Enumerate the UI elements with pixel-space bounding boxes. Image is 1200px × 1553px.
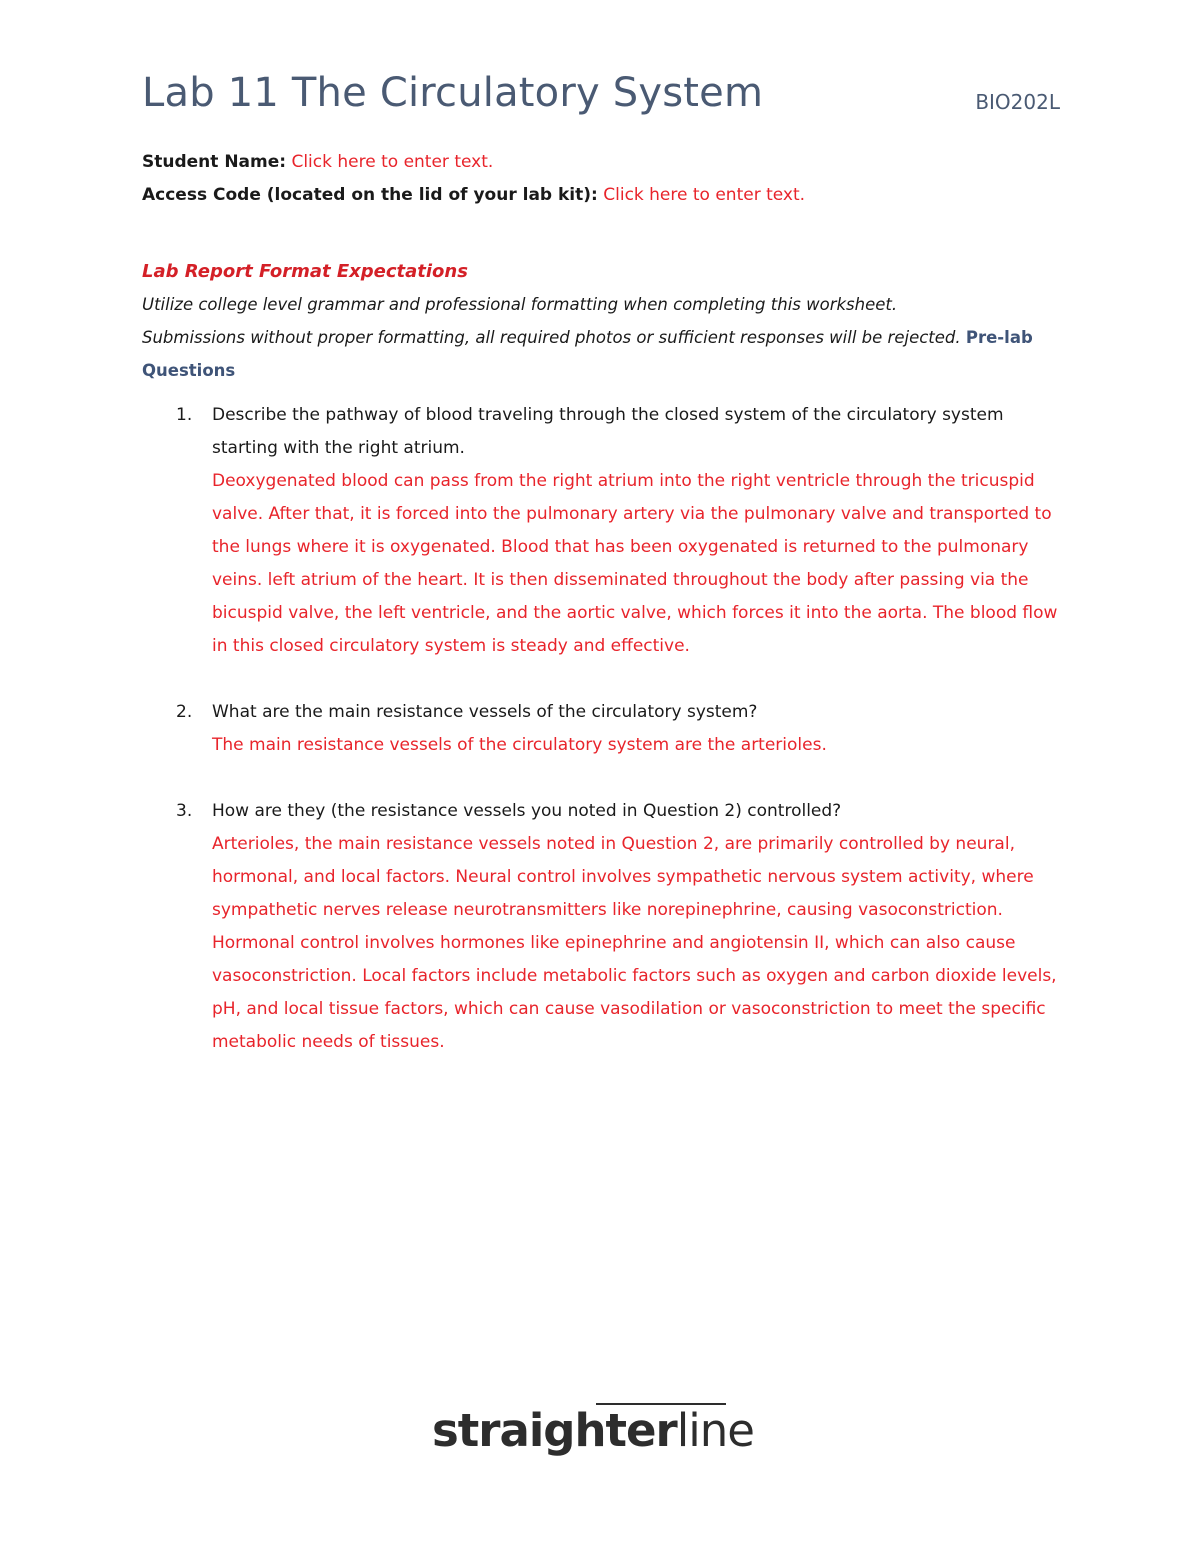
expectations-line-2 <box>142 321 1060 387</box>
answer-text[interactable]: Arterioles, the main resistance vessels noted in Question 2, are primarily controlled by neural, hormonal, and local factors. Neural control involves sympathetic nervous system activity, where sympathetic nerves release neurotransmitters like norepinephrine, causing vasoconstriction. Hormonal control involves hormones like epinephrine and angiotensin II, which can also cause vasoconstriction. Local factors include metabolic factors such as oxygen and carbon dioxide levels, pH, and local tissue factors, which can cause vasodilation or vasoconstriction to meet the specific metabolic needs of tissues. <box>212 834 1057 1052</box>
course-code: BIO202L <box>975 90 1060 114</box>
expectations-heading: Lab Report Format Expectations <box>142 261 468 282</box>
expectations-line-2-text: Submissions without proper formatting, all required photos or sufficient responses will be rejected. <box>142 328 961 347</box>
question-item <box>142 696 1060 762</box>
straighterline-logo <box>432 1398 762 1468</box>
answer-text[interactable]: Deoxygenated blood can pass from the right atrium into the right ventricle through the tricuspid valve. After that, it is forced into the pulmonary artery via the pulmonary valve and transported to the lungs where it is oxygenated. Blood that has been oxygenated is returned to the pulmonary veins. left atrium of the heart. It is then disseminated throughout the body after passing via the bicuspid valve, the left ventricle, and the aortic valve, which forces it into the aorta. The blood flow in this closed circulatory system is steady and effective. <box>212 471 1058 656</box>
question-text: What are the main resistance vessels of the circulatory system? <box>212 702 758 722</box>
question-text: How are they (the resistance vessels you noted in Question 2) controlled? <box>212 801 842 821</box>
student-name-field <box>142 146 1060 179</box>
access-code-label: Access Code (located on the lid of your lab kit): <box>142 185 598 205</box>
document-page <box>142 70 1060 1092</box>
access-code-field <box>142 179 1060 212</box>
question-item <box>142 399 1060 663</box>
question-list <box>142 399 1060 1059</box>
student-name-input[interactable]: Click here to enter text. <box>291 152 494 172</box>
access-code-input[interactable]: Click here to enter text. <box>603 185 806 205</box>
logo-part-bold: straighter <box>432 1404 677 1457</box>
student-name-label: Student Name: <box>142 152 287 172</box>
expectations-line-1: Utilize college level grammar and professional formatting when completing this worksheet. <box>142 295 898 314</box>
question-item <box>142 795 1060 1059</box>
logo-wordmark <box>432 1404 754 1457</box>
page-title: Lab 11 The Circulatory System <box>142 70 764 116</box>
prelab-questions-heading: Pre-lab Questions <box>142 328 1033 380</box>
question-number: 3. <box>176 801 193 821</box>
expectations-text <box>142 288 1060 387</box>
question-number: 2. <box>176 702 193 722</box>
question-text: Describe the pathway of blood traveling through the closed system of the circulatory system starting with the right atrium. <box>212 405 1004 458</box>
logo-part-light: line <box>676 1404 754 1457</box>
title-row <box>142 70 1060 130</box>
question-number: 1. <box>176 405 193 425</box>
answer-text[interactable]: The main resistance vessels of the circulatory system are the arterioles. <box>212 735 827 755</box>
